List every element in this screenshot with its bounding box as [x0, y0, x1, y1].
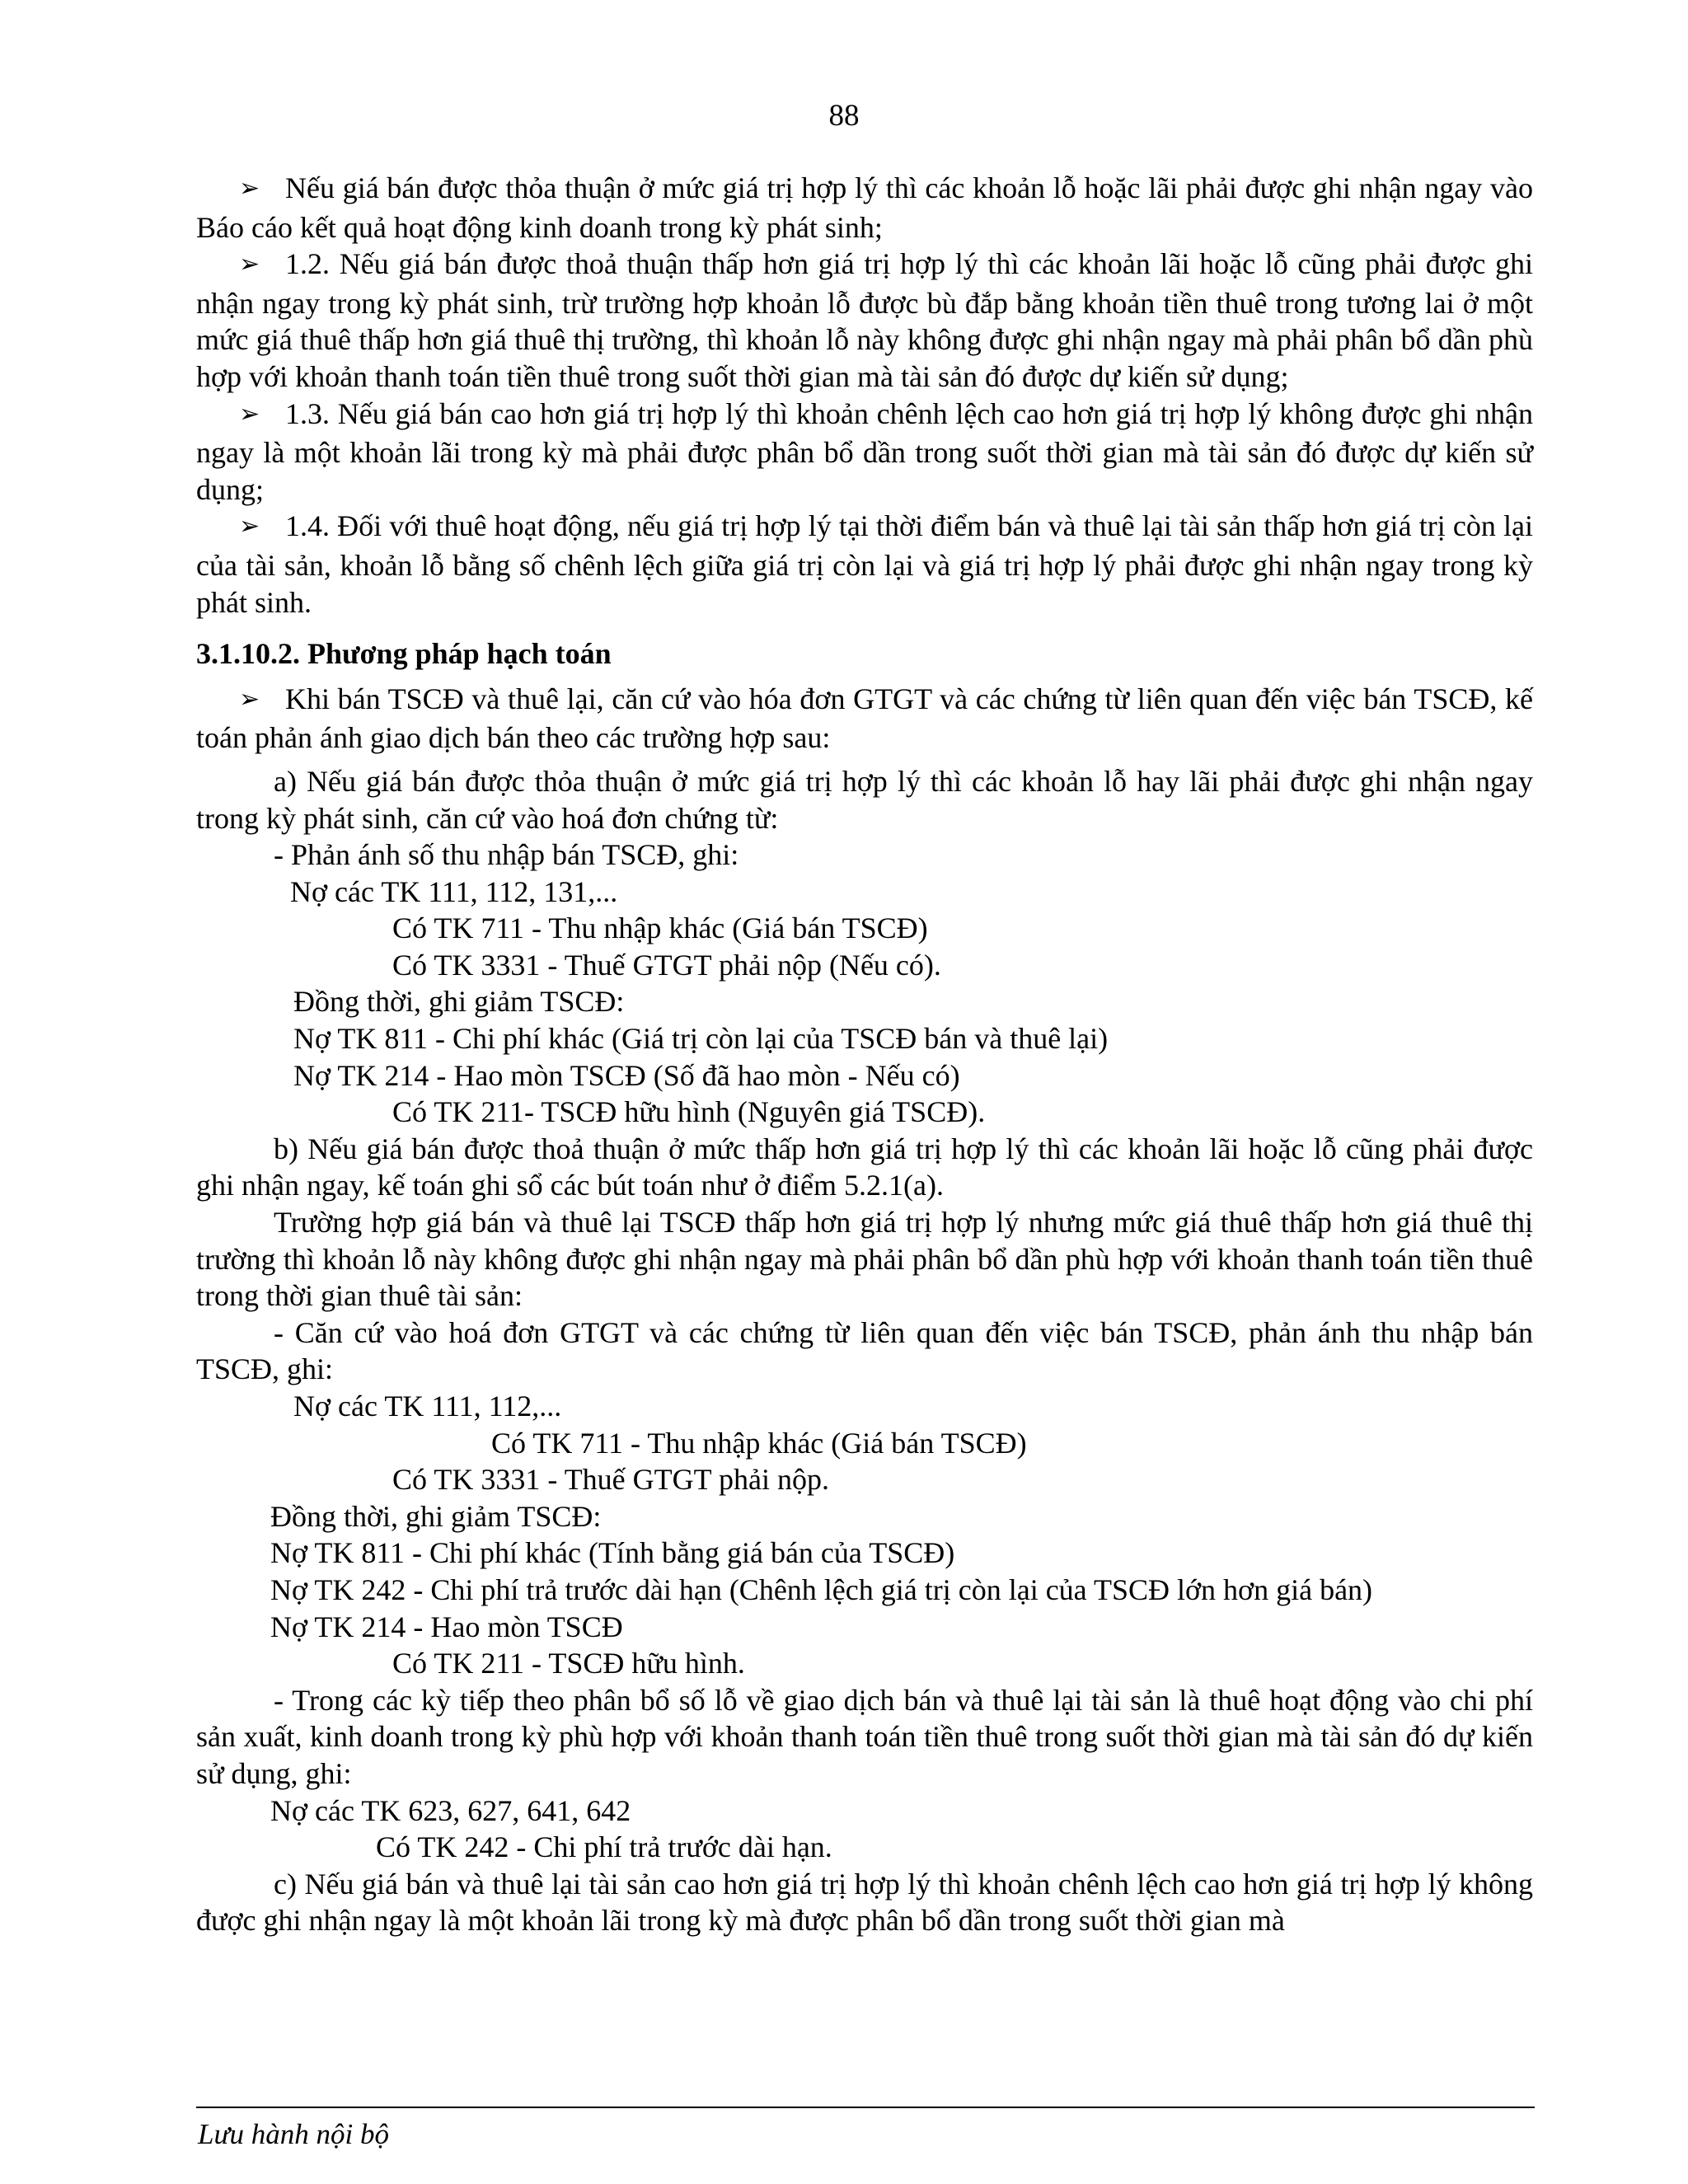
journal-line: Có TK 711 - Thu nhập khác (Giá bán TSCĐ) — [392, 912, 928, 945]
arrow-bullet-icon: ➢ — [239, 684, 260, 714]
arrow-bullet-icon: ➢ — [239, 250, 260, 279]
journal-line: Có TK 711 - Thu nhập khác (Giá bán TSCĐ) — [491, 1426, 1027, 1460]
journal-line: Nợ TK 214 - Hao mòn TSCĐ — [270, 1610, 623, 1643]
footer-note: Lưu hành nội bộ — [198, 2118, 390, 2150]
bullet-1-4: ➢ 1.4. Đối với thuê hoạt động, nếu giá trị hợp lý tại thời điểm bán và thuê lại tài sản thấp hơn giá trị còn lại của tài sản, khoản lỗ bằng số chênh lệch giữa giá trị còn lại và giá trị hợp lý phải được ghi nhận ngay trong kỳ phát sinh. — [196, 509, 1533, 619]
arrow-bullet-icon: ➢ — [239, 512, 260, 541]
journal-line: Nợ TK 214 - Hao mòn TSCĐ (Số đã hao mòn - Nếu có) — [293, 1058, 960, 1092]
journal-line: Có TK 211 - TSCĐ hữu hình. — [392, 1647, 745, 1680]
journal-line: Nợ các TK 623, 627, 641, 642 — [270, 1793, 631, 1827]
journal-line: Nợ các TK 111, 112, 131,... — [290, 874, 618, 908]
paragraph-case-c: c) Nếu giá bán và thuê lại tài sản cao hơn giá trị hợp lý thì khoản chênh lệch cao hơn giá trị hợp lý không được ghi nhận ngay là một khoản lãi trong kỳ mà được phân bổ dần trong suốt thời gian mà — [196, 1867, 1533, 1938]
journal-line: - Phản ánh số thu nhập bán TSCĐ, ghi: — [274, 838, 739, 872]
journal-entries-b — [196, 1388, 1533, 1682]
footer-divider — [196, 2107, 1535, 2108]
paragraph-next-periods: - Trong các kỳ tiếp theo phân bổ số lỗ về giao dịch bán và thuê lại tài sản là thuê hoạt động vào chi phí sản xuất, kinh doanh trong kỳ phù hợp với khoản thanh toán tiền thuê trong suốt thời gian mà tài sản đó dự kiến sử dụng, ghi: — [196, 1683, 1533, 1790]
journal-line: Có TK 3331 - Thuế GTGT phải nộp. — [392, 1463, 829, 1497]
page-body — [196, 170, 1533, 1939]
paragraph-basis: - Căn cứ vào hoá đơn GTGT và các chứng từ liên quan đến việc bán TSCĐ, phản ánh thu nhập bán TSCĐ, ghi: — [196, 1315, 1533, 1386]
bullet-sale-leaseback: ➢ Khi bán TSCĐ và thuê lại, căn cứ vào hóa đơn GTGT và các chứng từ liên quan đến việc bán TSCĐ, kế toán phản ánh giao dịch bán theo các trường hợp sau: — [196, 682, 1533, 755]
journal-line: Có TK 242 - Chi phí trả trước dài hạn. — [376, 1830, 832, 1864]
paragraph-case-a: a) Nếu giá bán được thỏa thuận ở mức giá trị hợp lý thì các khoản lỗ hay lãi phải được ghi nhận ngay trong kỳ phát sinh, căn cứ vào hoá đơn chứng từ: — [196, 764, 1533, 835]
journal-entries-a — [196, 837, 1533, 1131]
paragraph-case-b: b) Nếu giá bán được thoả thuận ở mức thấp hơn giá trị hợp lý thì các khoản lãi hoặc lỗ cũng phải được ghi nhận ngay, kế toán ghi sổ các bút toán như ở điểm 5.2.1(a). — [196, 1132, 1533, 1202]
paragraph-lower-rent: Trường hợp giá bán và thuê lại TSCĐ thấp hơn giá trị hợp lý nhưng mức giá thuê thấp hơn giá thuê thị trường thì khoản lỗ này không được ghi nhận ngay mà phải phân bổ dần phù hợp với khoản thanh toán tiền thuê trong thời gian thuê tài sản: — [196, 1206, 1533, 1313]
bullet-1-3: ➢ 1.3. Nếu giá bán cao hơn giá trị hợp lý thì khoản chênh lệch cao hơn giá trị hợp lý không được ghi nhận ngay là một khoản lãi trong kỳ mà phải được phân bổ dần trong suốt thời gian mà tài sản đó được dự kiến sử dụng; — [196, 396, 1533, 506]
journal-line: Nợ các TK 111, 112,... — [293, 1390, 562, 1422]
bullet-fair-value: ➢ Nếu giá bán được thỏa thuận ở mức giá trị hợp lý thì các khoản lỗ hoặc lãi phải được ghi nhận ngay vào Báo cáo kết quả hoạt động kinh doanh trong kỳ phát sinh; — [196, 171, 1533, 244]
journal-line: Có TK 3331 - Thuế GTGT phải nộp (Nếu có). — [392, 948, 941, 982]
section-heading: 3.1.10.2. Phương pháp hạch toán — [196, 637, 612, 671]
page-number: 88 — [828, 99, 860, 133]
journal-line: Nợ TK 242 - Chi phí trả trước dài hạn (Chênh lệch giá trị còn lại của TSCĐ lớn hơn giá bán) — [270, 1572, 1373, 1606]
journal-line: Nợ TK 811 - Chi phí khác (Giá trị còn lại của TSCĐ bán và thuê lại) — [293, 1022, 1109, 1056]
journal-line: Đồng thời, ghi giảm TSCĐ: — [293, 985, 625, 1019]
bullet-1-2: ➢ 1.2. Nếu giá bán được thoả thuận thấp hơn giá trị hợp lý thì các khoản lãi hoặc lỗ cũng phải được ghi nhận ngay trong kỳ phát sinh, trừ trường hợp khoản lỗ được bù đắp bằng khoản tiền thuê trong tương lai ở một mức giá thuê thấp hơn giá thuê thị trường, thì khoản lỗ này không được ghi nhận ngay mà phải phân bổ dần phù hợp với khoản thanh toán tiền thuê trong suốt thời gian mà tài sản đó được dự kiến sử dụng; — [196, 247, 1533, 393]
arrow-bullet-icon: ➢ — [239, 174, 260, 203]
journal-line: Đồng thời, ghi giảm TSCĐ: — [270, 1499, 602, 1533]
arrow-bullet-icon: ➢ — [239, 399, 260, 429]
journal-line: Nợ TK 811 - Chi phí khác (Tính bằng giá bán của TSCĐ) — [270, 1536, 955, 1570]
journal-entries-c — [196, 1793, 1533, 1866]
journal-line: Có TK 211- TSCĐ hữu hình (Nguyên giá TSCĐ). — [392, 1095, 986, 1129]
